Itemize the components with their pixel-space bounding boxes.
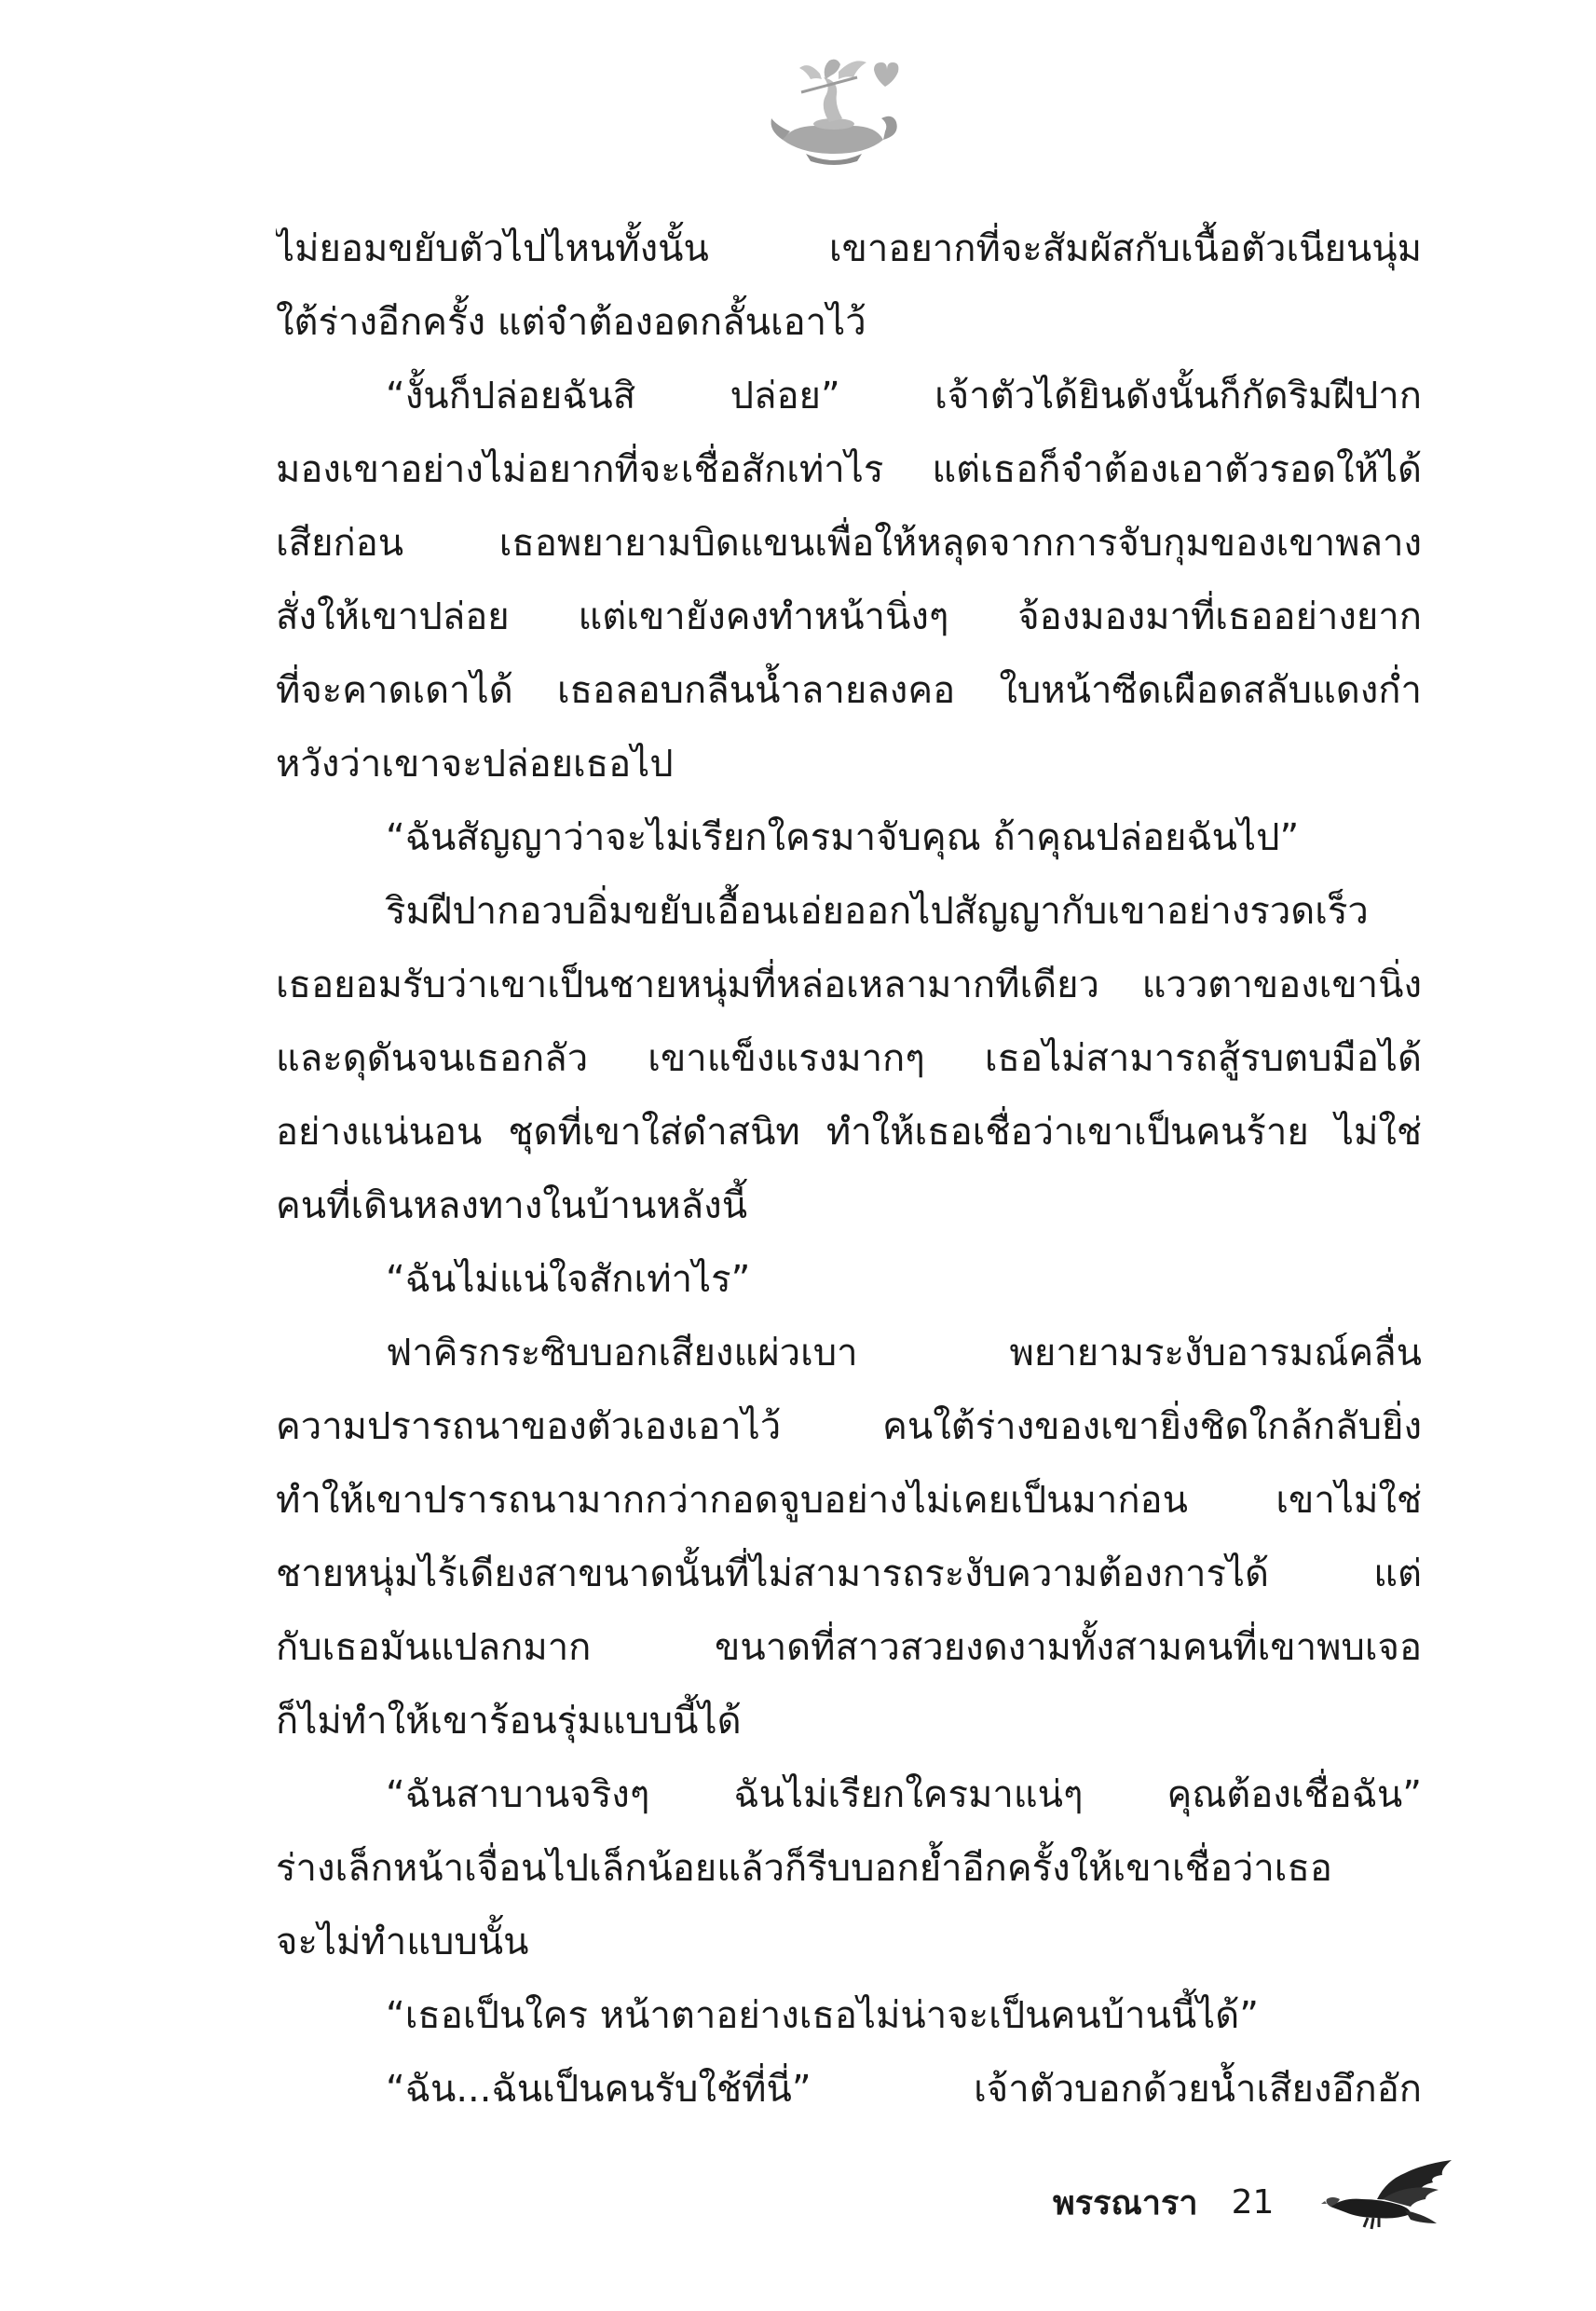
text-line: “ฉันสัญญาว่าจะไม่เรียกใครมาจับคุณ ถ้าคุณปล่อยฉันไป” <box>386 816 1300 859</box>
text-line: “งั้นก็ปล่อยฉันสิ ปล่อย” เจ้าตัวได้ยินดังนั้นก็กัดริมฝีปาก <box>386 375 1422 417</box>
book-title: พรรณารา <box>1053 2183 1198 2222</box>
text-line: เธอยอมรับว่าเขาเป็นชายหนุ่มที่หล่อเหลามากทีเดียว แววตาของเขานิ่ง <box>276 964 1422 1006</box>
text-line: ที่จะคาดเดาได้ เธอลอบกลืนน้ำลายลงคอ ใบหน้าซีดเผือดสลับแดงก่ำ <box>276 669 1422 712</box>
text-line: สั่งให้เขาปล่อย แต่เขายังคงทำหน้านิ่งๆ จ้องมองมาที่เธออย่างยาก <box>276 595 1422 638</box>
text-line: “เธอเป็นใคร หน้าตาอย่างเธอไม่น่าจะเป็นคนบ้านนี้ได้” <box>386 1994 1259 2037</box>
text-line: กับเธอมันแปลกมาก ขนาดที่สาวสวยงดงามทั้งสามคนที่เขาพบเจอ <box>276 1626 1422 1669</box>
text-line: คนที่เดินหลงทางในบ้านหลังนี้ <box>276 1184 748 1227</box>
text-line: “ฉันสาบานจริงๆ ฉันไม่เรียกใครมาแน่ๆ คุณต้องเชื่อฉัน” <box>386 1773 1422 1816</box>
text-line: “ฉัน...ฉันเป็นคนรับใช้ที่นี่” เจ้าตัวบอกด้วยน้ำเสียงอึกอัก <box>386 2068 1422 2111</box>
text-line: ก็ไม่ทำให้เขาร้อนรุ่มแบบนี้ได้ <box>276 1700 742 1743</box>
page-footer <box>1053 2179 1274 2225</box>
text-line: จะไม่ทำแบบนั้น <box>276 1921 529 1963</box>
text-line: หวังว่าเขาจะปล่อยเธอไป <box>276 743 674 786</box>
text-line: ความปรารถนาของตัวเองเอาไว้ คนใต้ร่างของเขายิ่งชิดใกล้กลับยิ่ง <box>276 1405 1422 1448</box>
lamp-ornament-icon <box>764 51 904 172</box>
text-line: ทำให้เขาปรารถนามากกว่ากอดจูบอย่างไม่เคยเป็นมาก่อน เขาไม่ใช่ <box>276 1479 1422 1522</box>
text-line: อย่างแน่นอน ชุดที่เขาใส่ดำสนิท ทำให้เธอเชื่อว่าเขาเป็นคนร้าย ไม่ใช่ <box>276 1111 1422 1154</box>
page-number: 21 <box>1231 2182 1275 2222</box>
text-line: เสียก่อน เธอพยายามบิดแขนเพื่อให้หลุดจากการจับกุมของเขาพลาง <box>276 522 1422 565</box>
body-text <box>276 212 1422 2126</box>
text-line: ร่างเล็กหน้าเจื่อนไปเล็กน้อยแล้วก็รีบบอกย้ำอีกครั้งให้เขาเชื่อว่าเธอ <box>276 1847 1332 1890</box>
text-line: “ฉันไม่แน่ใจสักเท่าไร” <box>386 1258 751 1301</box>
text-line: ชายหนุ่มไร้เดียงสาขนาดนั้นที่ไม่สามารถระงับความต้องการได้ แต่ <box>276 1552 1422 1595</box>
text-line: มองเขาอย่างไม่อยากที่จะเชื่อสักเท่าไร แต่เธอก็จำต้องเอาตัวรอดให้ได้ <box>276 448 1422 491</box>
text-line: ใต้ร่างอีกครั้ง แต่จำต้องอดกลั้นเอาไว้ <box>276 301 866 344</box>
text-line: ไม่ยอมขยับตัวไปไหนทั้งนั้น เขาอยากที่จะสัมผัสกับเนื้อตัวเนียนนุ่ม <box>276 227 1422 270</box>
text-line: และดุดันจนเธอกลัว เขาแข็งแรงมากๆ เธอไม่สามารถสู้รบตบมือได้ <box>276 1037 1422 1080</box>
text-line: ริมฝีปากอวบอิ่มขยับเอื้อนเอ่ยออกไปสัญญากับเขาอย่างรวดเร็ว <box>386 890 1369 933</box>
eagle-icon <box>1321 2153 1461 2246</box>
text-line: ฟาคิรกระซิบบอกเสียงแผ่วเบา พยายามระงับอารมณ์คลื่น <box>386 1332 1422 1374</box>
